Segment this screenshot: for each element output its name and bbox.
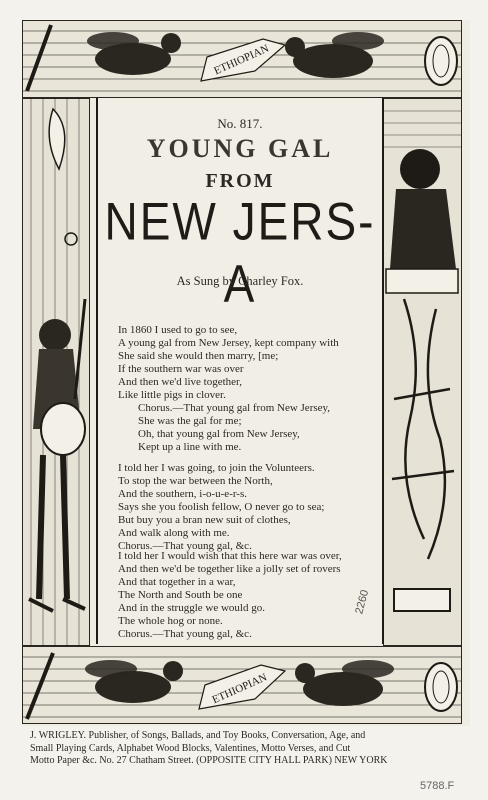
verse-line: And then we'd be together like a jolly set of rovers bbox=[118, 563, 341, 575]
top-woodcut-border bbox=[22, 20, 462, 98]
verse-line: In 1860 I used to go to see, bbox=[118, 324, 238, 336]
imprint-line-2: Small Playing Cards, Alphabet Wood Blocks, Valentines, Motto Verses, and Cut bbox=[30, 742, 351, 754]
verse-line: The North and South be one bbox=[118, 589, 243, 601]
title-line-3: NEW JERS-A bbox=[104, 191, 376, 313]
verse-line: And in the struggle we would go. bbox=[118, 602, 265, 614]
verse-line: And walk along with me. bbox=[118, 527, 230, 539]
publisher-imprint bbox=[30, 730, 460, 768]
verse-2 bbox=[118, 462, 378, 553]
chorus-line: Kept up a line with me. bbox=[138, 441, 242, 453]
verse-line: Like little pigs in clover. bbox=[118, 389, 226, 401]
verse-line: The whole hog or none. bbox=[118, 615, 223, 627]
bottom-woodcut-illustration bbox=[23, 647, 461, 723]
verse-line: A young gal from New Jersey, kept company with bbox=[118, 337, 339, 349]
right-woodcut-column bbox=[383, 98, 462, 646]
verse-line: Says she you foolish fellow, O never go to sea; bbox=[118, 501, 325, 513]
verse-line: But buy you a bran new suit of clothes, bbox=[118, 514, 291, 526]
verse-line: And then we'd live together, bbox=[118, 376, 243, 388]
song-number: No. 817. bbox=[217, 116, 263, 131]
verse-1 bbox=[118, 324, 378, 402]
lyrics-panel bbox=[96, 98, 384, 644]
handwritten-catalog-number: 5788.F bbox=[420, 780, 455, 792]
performer-credit: As Sung by Charley Fox. bbox=[176, 274, 304, 288]
chorus bbox=[138, 402, 398, 454]
chorus-line: She was the gal for me; bbox=[138, 415, 242, 427]
verse-line: I told her I would wish that this here war was over, bbox=[118, 550, 342, 562]
chorus-line: Oh, that young gal from New Jersey, bbox=[138, 428, 300, 440]
banjo-player-illustration bbox=[23, 99, 89, 645]
title-line-2: FROM bbox=[205, 170, 275, 192]
verse-3 bbox=[118, 550, 378, 641]
bottom-banner-text: ETHIOPIAN bbox=[210, 671, 269, 707]
title-line-1: YOUNG GAL bbox=[146, 134, 334, 163]
verse-line: If the southern war was over bbox=[118, 363, 244, 375]
verse-line: I told her I was going, to join the Volunteers. bbox=[118, 462, 315, 474]
bottom-woodcut-border bbox=[22, 646, 462, 724]
figure-and-vines-illustration bbox=[384, 99, 461, 645]
verse-line: She said she would then marry, [me; bbox=[118, 350, 279, 362]
verse-line: And the southern, i-o-u-e-r-s. bbox=[118, 488, 247, 500]
verse-line: To stop the war between the North, bbox=[118, 475, 273, 487]
imprint-line-3: Motto Paper &c. No. 27 Chatham Street. (OPPOSITE CITY HALL PARK) NEW YORK bbox=[30, 755, 388, 766]
verse-line: And that together in a war, bbox=[118, 576, 236, 588]
chorus-line: Chorus.—That young gal from New Jersey, bbox=[138, 402, 331, 414]
left-woodcut-column bbox=[22, 98, 90, 646]
verse-line: Chorus.—That young gal, &c. bbox=[118, 540, 252, 552]
top-woodcut-illustration bbox=[23, 21, 461, 97]
verse-line: Chorus.—That young gal, &c. bbox=[118, 628, 252, 640]
top-banner-text: ETHIOPIAN bbox=[212, 42, 271, 78]
imprint-line-1: J. WRIGLEY. Publisher, of Songs, Ballads, and Toy Books, Conversation, Age, and bbox=[30, 730, 366, 741]
handwritten-side-number: 2260 bbox=[353, 588, 372, 616]
